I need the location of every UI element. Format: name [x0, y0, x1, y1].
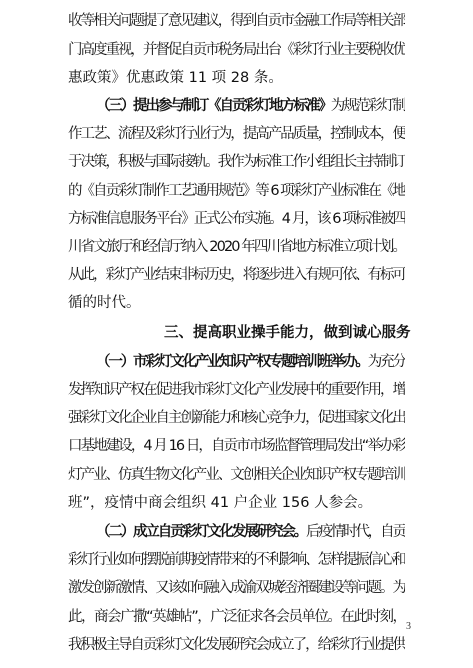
text-line-content: [96, 519, 405, 545]
text-line: [68, 8, 405, 34]
text-run: 作工艺、流程及彩灯行业行为，提高产品质量，控制成本，便: [68, 126, 405, 142]
text-run: 灯产业、仿真生物文化产业、文创相关企业知识产权专题培训: [68, 467, 405, 483]
text-line: [68, 405, 405, 431]
text-line-content: [68, 290, 141, 316]
text-line-content: [68, 377, 405, 403]
text-line: [96, 93, 405, 119]
text-line: [68, 575, 405, 601]
text-run: 方标准信息服务平台》正式公布实施。4 月，该 6 项标准被四: [68, 211, 406, 227]
text-line-content: [68, 65, 283, 91]
text-run: 我积极主导自贡彩灯文化发展研究会成立了，给彩灯行业提供: [68, 637, 405, 653]
page-number: 3: [406, 621, 411, 632]
text-run: 收等相关问题提了意见建议，得到自贡市金融工作局等相关部: [68, 13, 405, 29]
text-line-content: [68, 121, 405, 147]
text-line: [68, 290, 141, 316]
text-line: [96, 519, 405, 545]
section-heading: 三、提高职业操手能力，做到诚心服务: [164, 325, 411, 341]
text-line: [68, 547, 405, 573]
text-run: 门高度重视，并督促自贡市税务局出台《彩灯行业主要税收优: [68, 42, 405, 58]
text-run: 为规范彩灯制: [330, 98, 405, 114]
text-run: 的《自贡彩灯制作工艺通用规范》等 6 项彩灯产业标准在《地: [68, 183, 405, 199]
text-line: [164, 320, 411, 346]
text-line-content: [68, 206, 405, 232]
text-line: [68, 490, 372, 516]
text-line: [68, 433, 405, 459]
text-line: [68, 121, 405, 147]
text-line-content: [96, 93, 405, 119]
text-line-content: [68, 547, 405, 573]
text-line: [68, 149, 405, 175]
text-line-content: [164, 320, 411, 346]
text-run: 彩灯行业如何摆脱前期疫情带来的不利影响、怎样提振信心和: [68, 552, 405, 568]
text-line-content: [68, 632, 405, 658]
text-line: [68, 604, 406, 630]
text-line-content: [68, 178, 405, 204]
text-line: [96, 349, 405, 375]
text-run: 班”，疫情中商会组织 41 户企业 156 人参会。: [68, 495, 373, 511]
bold-lead-text: （三）提出参与制订《自贡彩灯地方标准》: [96, 98, 331, 114]
text-line-content: [68, 262, 405, 288]
text-run: 强彩灯文化企业自主创新能力和核心竞争力，促进国家文化出: [68, 410, 405, 426]
text-line-content: [68, 575, 405, 601]
text-run: 口基地建设，4 月 16 日，自贡市市场监督管理局发出“举办彩: [68, 438, 406, 454]
text-run: 发挥知识产权在促进我市彩灯文化产业发展中的重要作用，增: [68, 382, 405, 398]
text-line: [68, 178, 405, 204]
text-run: 川省文旅厅和经信厅纳入 2020 年四川省地方标准立项计划。: [68, 239, 406, 255]
text-line: [68, 377, 405, 403]
text-run: 此，商会广撒“英雄帖”，广泛征求各会员单位。在此时刻，: [68, 609, 406, 625]
text-run: 于决策，积极与国际接轨。我作为标准工作小组组长主持制订: [68, 154, 405, 170]
bold-lead-text: （二）成立自贡彩灯文化发展研究会。: [96, 524, 307, 540]
text-run: 激发创新激情、又该如何融入成渝双城经济圈建设等问题。为: [68, 580, 405, 596]
text-line: [68, 632, 405, 658]
text-line-content: [68, 604, 406, 630]
text-run: 惠政策》优惠政策 11 项 28 条。: [68, 70, 283, 86]
text-run: 从此，彩灯产业结束非标历史，将逐步进入有规可依、有标可: [68, 267, 405, 283]
text-run: 后疫情时代，自贡: [306, 524, 405, 540]
text-line-content: [68, 234, 405, 260]
text-line: [68, 65, 283, 91]
text-line: [68, 206, 405, 232]
text-line-content: [68, 8, 405, 34]
text-line-content: [68, 37, 405, 63]
text-line: [68, 37, 405, 63]
text-line-content: [68, 462, 405, 488]
text-line-content: [68, 149, 405, 175]
text-run: 循的时代。: [68, 295, 141, 311]
text-line-content: [96, 349, 405, 375]
bold-lead-text: （一）市彩灯文化产业知识产权专题培训班举办。: [96, 354, 368, 370]
text-line: [68, 462, 405, 488]
text-line-content: [68, 490, 372, 516]
text-line: [68, 262, 405, 288]
text-line: [68, 234, 405, 260]
text-line-content: [68, 433, 405, 459]
text-line-content: [68, 405, 405, 431]
text-run: 为充分: [367, 354, 405, 370]
